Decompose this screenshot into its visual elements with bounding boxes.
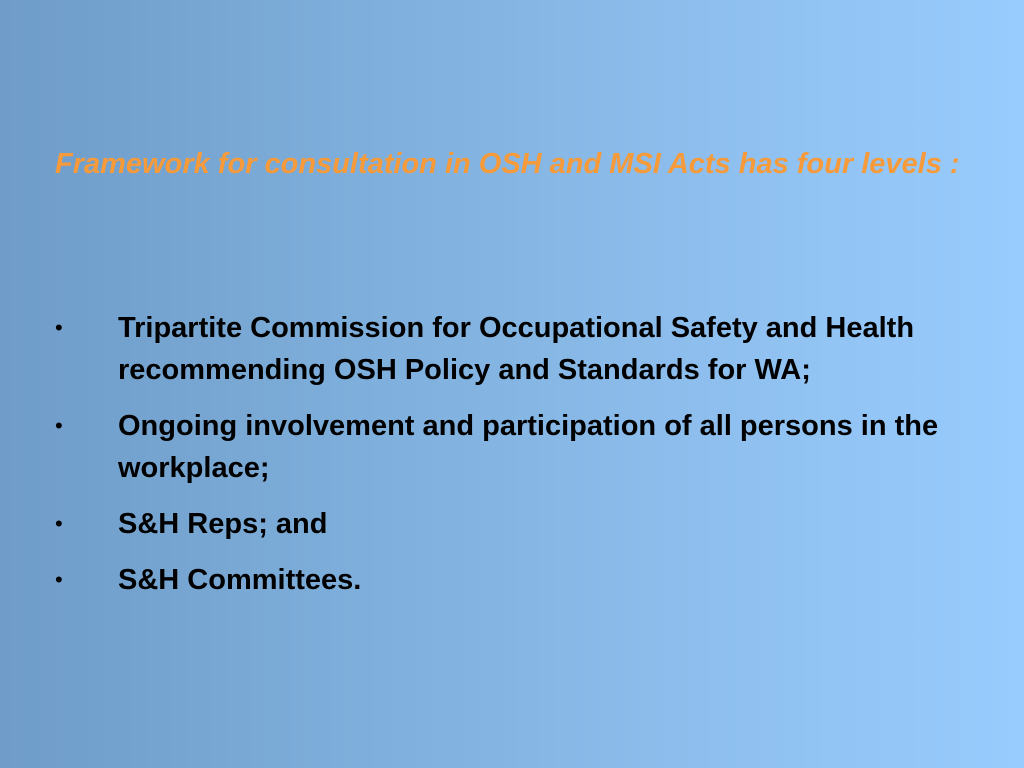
bullet-list: [55, 307, 955, 615]
bullet-item: [55, 405, 955, 489]
bullet-dot-icon: •: [55, 511, 63, 536]
bullet-item: [55, 503, 955, 545]
bullet-text: Tripartite Commission for Occupational Safety and Health recommending OSH Policy and Standards for WA;: [118, 312, 915, 386]
bullet-text: Ongoing involvement and participation of all persons in the workplace;: [118, 410, 939, 484]
bullet-dot-icon: •: [55, 315, 63, 340]
bullet-item: [55, 559, 955, 601]
bullet-text: S&H Reps; and: [118, 508, 328, 540]
bullet-item: [55, 307, 955, 391]
bullet-dot-icon: •: [55, 567, 63, 592]
bullet-text: S&H Committees.: [118, 564, 362, 596]
slide-heading: Framework for consultation in OSH and MSI Acts has four levels :: [55, 148, 960, 180]
bullet-dot-icon: •: [55, 413, 63, 438]
